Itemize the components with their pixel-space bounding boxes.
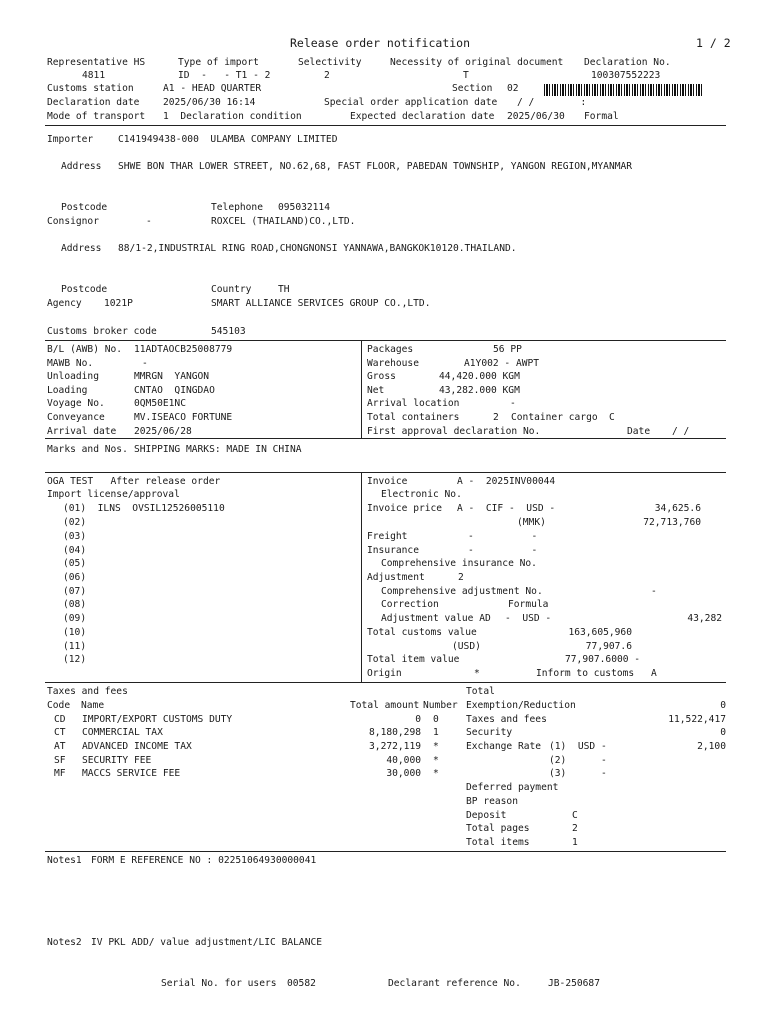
rep-hs-value: 4811 [82,70,106,81]
arrival-date-label: Arrival date [47,426,117,437]
bl-label: B/L (AWB) No. [47,344,123,355]
declarant-label: Declarant reference No. [388,978,521,989]
decl-date-value: 2025/06/30 16:14 [163,97,256,108]
tax-number: * [433,755,439,766]
section-value: 02 [507,83,519,94]
license-item: (05) [63,558,87,569]
type-import-value: ID - - T1 - 2 [178,70,271,81]
customs-value-usd: 77,907.6 [585,641,632,652]
total-items-value: 1 [572,837,578,848]
adj-value-label: Adjustment value AD [381,613,491,624]
insurance-label: Insurance [367,545,419,556]
adj-value-currency: - USD - [505,613,552,624]
code-header: Code [47,700,71,711]
deposit-value: C [572,810,578,821]
importer-address-label: Address [61,161,102,172]
number-header: Number [423,700,458,711]
license-item: (09) [63,613,87,624]
agency-value: SMART ALLIANCE SERVICES GROUP CO.,LTD. [211,298,431,309]
divider [45,682,726,683]
taxes-fees-value: 11,522,417 [668,714,726,725]
approval-date-label: Date [627,426,651,437]
exemption-label: Exemption/Reduction [466,700,576,711]
loading-value: CNTAO QINGDAO [134,385,215,396]
marks-value: SHIPPING MARKS: MADE IN CHINA [134,444,302,455]
license-item: (06) [63,572,87,583]
customs-value: 163,605,960 [568,627,632,638]
total-items-label: Total items [466,837,530,848]
containers-label: Total containers [367,412,460,423]
arrival-location-label: Arrival location [367,398,460,409]
type-import-label: Type of import [178,57,259,68]
agency-code: 1021P [104,298,133,309]
notes1-label: Notes1 [47,855,82,866]
license-item: (04) [63,545,87,556]
comp-adjustment-value: - [651,586,657,597]
invoice-label: Invoice [367,476,408,487]
formal-value: Formal [584,111,619,122]
freight-label: Freight [367,531,408,542]
adjustment-value: 2 [458,572,464,583]
invoice-price-mmk: 72,713,760 [643,517,701,528]
origin-label: Origin [367,668,402,679]
notes1-value: FORM E REFERENCE NO : 02251064930000041 [91,855,317,866]
divider [45,125,726,126]
tax-amount: 0 [415,714,421,725]
tax-amount: 40,000 [386,755,421,766]
tax-name: ADVANCED INCOME TAX [82,741,192,752]
divider [45,438,726,439]
invoice-price-label: Invoice price [367,503,443,514]
decl-no-label: Declaration No. [584,57,671,68]
importer-postcode-label: Postcode [61,202,108,213]
exchange-rate-2: (2) - [549,755,607,766]
invoice-price-usd: 34,625.6 [654,503,701,514]
marks-label: Marks and Nos. [47,444,128,455]
transport-value: 1 Declaration condition [163,111,302,122]
voyage-label: Voyage No. [47,398,105,409]
security-value: 0 [720,727,726,738]
tax-number: * [433,741,439,752]
notes2-value: IV PKL ADD/ value adjustment/LIC BALANCE [91,937,323,948]
tax-amount: 30,000 [386,768,421,779]
invoice-value: A - 2025INV00044 [457,476,556,487]
oga-line: OGA TEST After release order [47,476,221,487]
customs-station-value: A1 - HEAD QUARTER [163,83,262,94]
conveyance-value: MV.ISEACO FORTUNE [134,412,233,423]
telephone-label: Telephone [211,202,263,213]
divider [361,472,362,683]
license-item: (03) [63,531,87,542]
usd-label: (USD) [452,641,481,652]
selectivity-label: Selectivity [298,57,362,68]
license-item: (01) ILNS OVSIL12526005110 [63,503,225,514]
first-approval-label: First approval declaration No. [367,426,541,437]
tax-name: IMPORT/EXPORT CUSTOMS DUTY [82,714,233,725]
license-item: (08) [63,599,87,610]
insurance-value: - - [468,545,538,556]
importer-address: SHWE BON THAR LOWER STREET, NO.62,68, FAST FLOOR, PABEDAN TOWNSHIP, YANGON REGION,MYANMAR [118,161,633,172]
taxes-label: Taxes and fees [47,686,128,697]
tax-name: SECURITY FEE [82,755,152,766]
tax-code: SF [54,755,66,766]
consignor-value: ROXCEL (THAILAND)CO.,LTD. [211,216,356,227]
formula-value: Formula [508,599,549,610]
serial-label: Serial No. for users [161,978,277,989]
decl-date-label: Declaration date [47,97,140,108]
license-item: (02) [63,517,87,528]
taxes-fees-label: Taxes and fees [466,714,547,725]
unloading-label: Unloading [47,371,99,382]
invoice-price-terms: A - CIF - USD - [457,503,556,514]
expected-date-value: 2025/06/30 [507,111,565,122]
selectivity-value: 2 [324,70,330,81]
cargo-label: Container cargo [511,412,598,423]
conveyance-label: Conveyance [47,412,105,423]
inform-label: Inform to customs [536,668,635,679]
divider [45,340,726,341]
exchange-rate-1: (1) USD - [549,741,607,752]
exchange-rate-3: (3) - [549,768,607,779]
special-date-value: / / : [517,97,587,108]
license-item: (11) [63,641,87,652]
rep-hs-label: Representative HS [47,57,146,68]
bp-reason-label: BP reason [466,796,518,807]
customs-value-label: Total customs value [367,627,477,638]
deferred-payment-label: Deferred payment [466,782,559,793]
expected-date-label: Expected declaration date [350,111,495,122]
tax-amount: 3,272,119 [369,741,421,752]
mawb-value: - [142,358,148,369]
telephone-value: 095032114 [278,202,330,213]
voyage-value: 0QM50E1NC [134,398,186,409]
section-label: Section [452,83,493,94]
license-item: (12) [63,654,87,665]
page-number: 1 / 2 [696,36,731,50]
broker-label: Customs broker code [47,326,157,337]
exchange-rate-1-value: 2,100 [697,741,726,752]
page-title: Release order notification [290,36,471,50]
cargo-value: C [609,412,615,423]
approval-date-value: / / [672,426,690,437]
declarant-value: JB-250687 [548,978,600,989]
country-label: Country [211,284,252,295]
net-value: 43,282.000 KGM [439,385,520,396]
tax-number: 0 [433,714,439,725]
mawb-label: MAWB No. [47,358,94,369]
tax-number: * [433,768,439,779]
tax-name: MACCS SERVICE FEE [82,768,181,779]
gross-label: Gross [367,371,396,382]
importer-label: Importer [47,134,94,145]
name-header: Name [81,700,105,711]
loading-label: Loading [47,385,88,396]
packages-label: Packages [367,344,414,355]
tax-code: CT [54,727,66,738]
comp-insurance-label: Comprehensive insurance No. [381,558,537,569]
exchange-rate-label: Exchange Rate [466,741,542,752]
barcode-image [544,84,704,96]
unloading-value: MMRGN YANGON [134,371,210,382]
necessity-label: Necessity of original document [390,57,564,68]
adjustment-label: Adjustment [367,572,425,583]
tax-amount: 8,180,298 [369,727,421,738]
tax-name: COMMERCIAL TAX [82,727,163,738]
tax-code: CD [54,714,66,725]
license-item: (10) [63,627,87,638]
freight-value: - - [468,531,538,542]
tax-code: AT [54,741,66,752]
item-value: 77,907.6000 - [565,654,641,665]
divider [45,472,726,473]
adj-value-amount: 43,282 [687,613,722,624]
special-date-label: Special order application date [324,97,498,108]
agency-label: Agency [47,298,82,309]
correction-label: Correction [381,599,439,610]
exemption-value: 0 [720,700,726,711]
arrival-date-value: 2025/06/28 [134,426,192,437]
consignor-label: Consignor [47,216,99,227]
tax-number: 1 [433,727,439,738]
decl-no-value: 100307552223 [591,70,661,81]
serial-value: 00582 [287,978,316,989]
consignor-code: - [146,216,152,227]
consignor-postcode-label: Postcode [61,284,108,295]
warehouse-value: A1Y002 - AWPT [464,358,540,369]
broker-value: 545103 [211,326,246,337]
security-label: Security [466,727,513,738]
import-license-label: Import license/approval [47,489,180,500]
customs-station-label: Customs station [47,83,134,94]
total-pages-value: 2 [572,823,578,834]
comp-adjustment-label: Comprehensive adjustment No. [381,586,543,597]
consignor-address-label: Address [61,243,102,254]
inform-value: A [651,668,657,679]
country-value: TH [278,284,290,295]
consignor-address: 88/1-2,INDUSTRIAL RING ROAD,CHONGNONSI YANNAWA,BANGKOK10120.THAILAND. [118,243,517,254]
divider [45,851,726,852]
mmk-label: (MMK) [517,517,546,528]
notes2-label: Notes2 [47,937,82,948]
bl-value: 11ADTAOCB25008779 [134,344,233,355]
gross-value: 44,420.000 KGM [439,371,520,382]
warehouse-label: Warehouse [367,358,419,369]
importer-value: C141949438-000 ULAMBA COMPANY LIMITED [118,134,338,145]
origin-value: * [474,668,480,679]
license-item: (07) [63,586,87,597]
deposit-label: Deposit [466,810,507,821]
packages-value: 56 PP [493,344,522,355]
tax-code: MF [54,768,66,779]
containers-value: 2 [493,412,499,423]
total-pages-label: Total pages [466,823,530,834]
amount-header: Total amount [350,700,420,711]
arrival-location-value: - [510,398,516,409]
transport-label: Mode of transport [47,111,146,122]
electronic-label: Electronic No. [381,489,462,500]
divider [361,340,362,438]
total-label: Total [466,686,495,697]
net-label: Net [367,385,385,396]
item-value-label: Total item value [367,654,460,665]
necessity-value: T [463,70,469,81]
